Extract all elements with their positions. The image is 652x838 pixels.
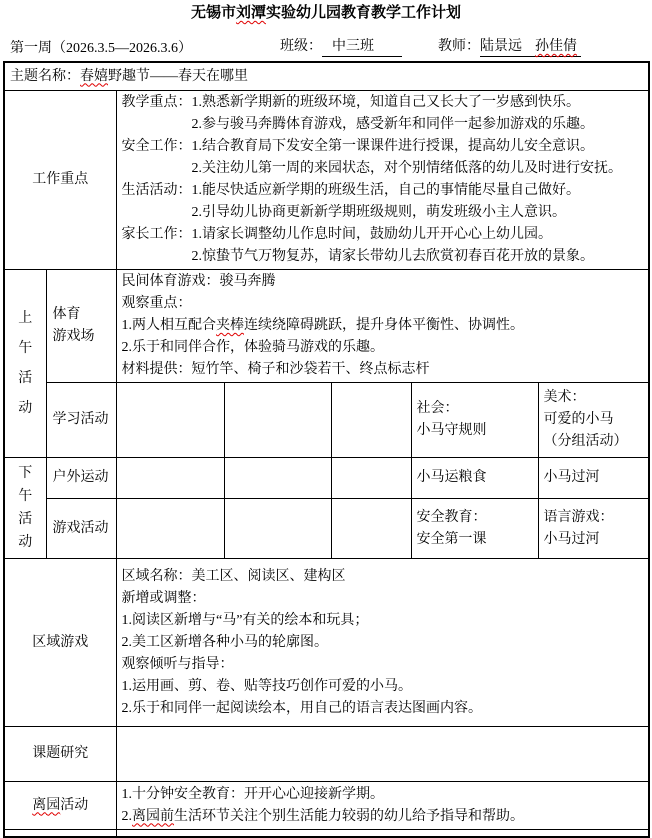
outdoor-thursday-cell: 小马运粮食 [411,458,538,499]
outdoor-friday-cell: 小马过河 [538,458,649,499]
leave-activity-label: 离园活动 [4,782,116,830]
afternoon-char: 活 [18,512,33,527]
morning-char: 上 [18,310,33,326]
page-title [0,3,652,23]
study-art-cell: 美术： 可爱的小马 （分组活动） [538,383,649,458]
sports-game-line: 观察重点： [121,296,192,311]
class-value: 中三班 [322,35,402,57]
weekday-empty-cell [116,499,224,559]
game-activity-label: 游戏活动 [46,499,116,559]
region-games-line: 2.乐于和同伴一起阅读绘本，用自己的语言表达图画内容。 [121,700,482,716]
teacher-field [438,35,581,57]
sports-game-line: 材料提供：短竹竿、椅子和沙袋若干、终点标志杆 [121,362,430,377]
work-focus-line: 2.参与骏马奔腾体育游戏，感受新年和同伴一起参加游戏的乐趣。 [191,117,594,132]
afternoon-activity-side-label [4,458,46,559]
title-text-misspelled: 刘潭 [235,5,266,21]
sports-game-content [116,270,649,383]
morning-char: 午 [18,340,33,356]
leave-activity-line: 1.十分钟安全教育：开开心心迎接新学期。 [121,786,384,802]
sports-game-area-label [46,270,116,383]
work-focus-line: 家长工作：1.请家长调整幼儿作息时间，鼓励幼儿开开心心上幼儿园。 [121,227,552,242]
subject-research-content [116,727,649,782]
study-activity-label: 学习活动 [46,383,116,458]
game-friday-cell: 语言游戏： 小马过河 [538,499,649,559]
week-range: 第一周（2026.3.5—2026.3.6） [10,41,192,56]
teacher-label: 教师： [438,39,480,54]
sports-game-line: 民间体育游戏：骏马奔腾 [121,274,276,289]
work-focus-line: 生活活动：1.能尽快适应新学期的班级生活，自己的事情能尽量自己做好。 [121,183,580,198]
weekday-empty-cell [224,499,331,559]
weekday-empty-cell [331,383,411,458]
region-games-line: 观察倾听与指导： [121,656,234,672]
truncated-row-label-cell [4,830,116,838]
class-label: 班级： [280,39,322,54]
teacher-name-1: 陆景远 [480,39,522,54]
region-games-line: 区域名称：美工区、阅读区、建构区 [121,568,346,584]
work-focus-label: 工作重点 [4,91,116,270]
afternoon-char: 午 [18,489,33,504]
teacher-names [480,35,581,57]
weekday-empty-cell [116,458,224,499]
work-focus-line: 安全工作：1.结合教育局下发安全第一课课件进行授课，提高幼儿安全意识。 [121,139,594,154]
morning-char: 活 [18,370,33,386]
afternoon-char: 下 [18,466,33,481]
sports-game-misspelled: 夹棒 [216,318,244,333]
class-field [280,35,402,57]
region-games-line: 1.运用画、剪、卷、贴等技巧创作可爱的小马。 [121,678,412,694]
afternoon-char: 动 [18,535,33,550]
week-info-line [0,36,652,57]
weekday-empty-cell [331,458,411,499]
sports-game-line: 2.乐于和同伴合作，体验骑马游戏的乐趣。 [121,340,384,355]
outdoor-sports-label: 户外运动 [46,458,116,499]
region-games-line: 新增或调整： [121,590,206,606]
weekly-plan-table [3,61,650,838]
leave-activity-misspelled: 离园前 [132,808,174,824]
game-thursday-cell: 安全教育： 安全第一课 [411,499,538,559]
teacher-name-2: 孙佳倩 [535,39,577,54]
weekday-empty-cell [224,383,331,458]
study-social-cell: 社会： 小马守规则 [411,383,538,458]
sports-game-area-label-line: 体育 [52,307,81,322]
theme-name-rest: 野趣节——春天在哪里 [108,68,248,84]
theme-name-misspelled: 春嬉 [80,68,108,84]
region-games-label: 区域游戏 [4,559,116,727]
region-games-content [116,559,649,727]
work-focus-line: 2.引导幼儿协商更新新学期班级规则，萌发班级小主人意识。 [191,205,566,220]
morning-char: 动 [18,400,33,416]
work-focus-line: 教学重点：1.熟悉新学期新的班级环境，知道自己又长大了一岁感到快乐。 [121,95,580,110]
work-focus-line: 2.惊蛰节气万物复苏，请家长带幼儿去欣赏初春百花开放的景象。 [191,249,594,264]
title-text-pre: 无锡市 [190,5,236,21]
region-games-line: 2.美工区新增各种小马的轮廓图。 [121,634,328,650]
weekday-empty-cell [116,383,224,458]
leave-activity-line: 2.离园前生活环节关注个别生活能力较弱的幼儿给予指导和帮助。 [121,808,524,824]
weekday-empty-cell [224,458,331,499]
theme-label: 主题名称： [10,68,80,84]
work-focus-content [116,91,649,270]
region-games-line: 1.阅读区新增与“马”有关的绘本和玩具； [121,612,369,628]
work-focus-line: 2.关注幼儿第一周的来园状态，对个别情绪低落的幼儿及时进行安抚。 [191,161,622,176]
sports-game-area-label-line: 游戏场 [52,329,95,344]
morning-activity-side-label [4,270,46,458]
weekday-empty-cell [331,499,411,559]
theme-cell [4,62,649,91]
leave-activity-content [116,782,649,830]
title-text-post: 实验幼儿园教育教学工作计划 [266,5,462,21]
subject-research-label: 课题研究 [4,727,116,782]
truncated-row-content-cell [116,830,649,838]
sports-game-line: 1.两人相互配合夹棒连续绕障碍跳跃，提升身体平衡性、协调性。 [121,318,524,333]
